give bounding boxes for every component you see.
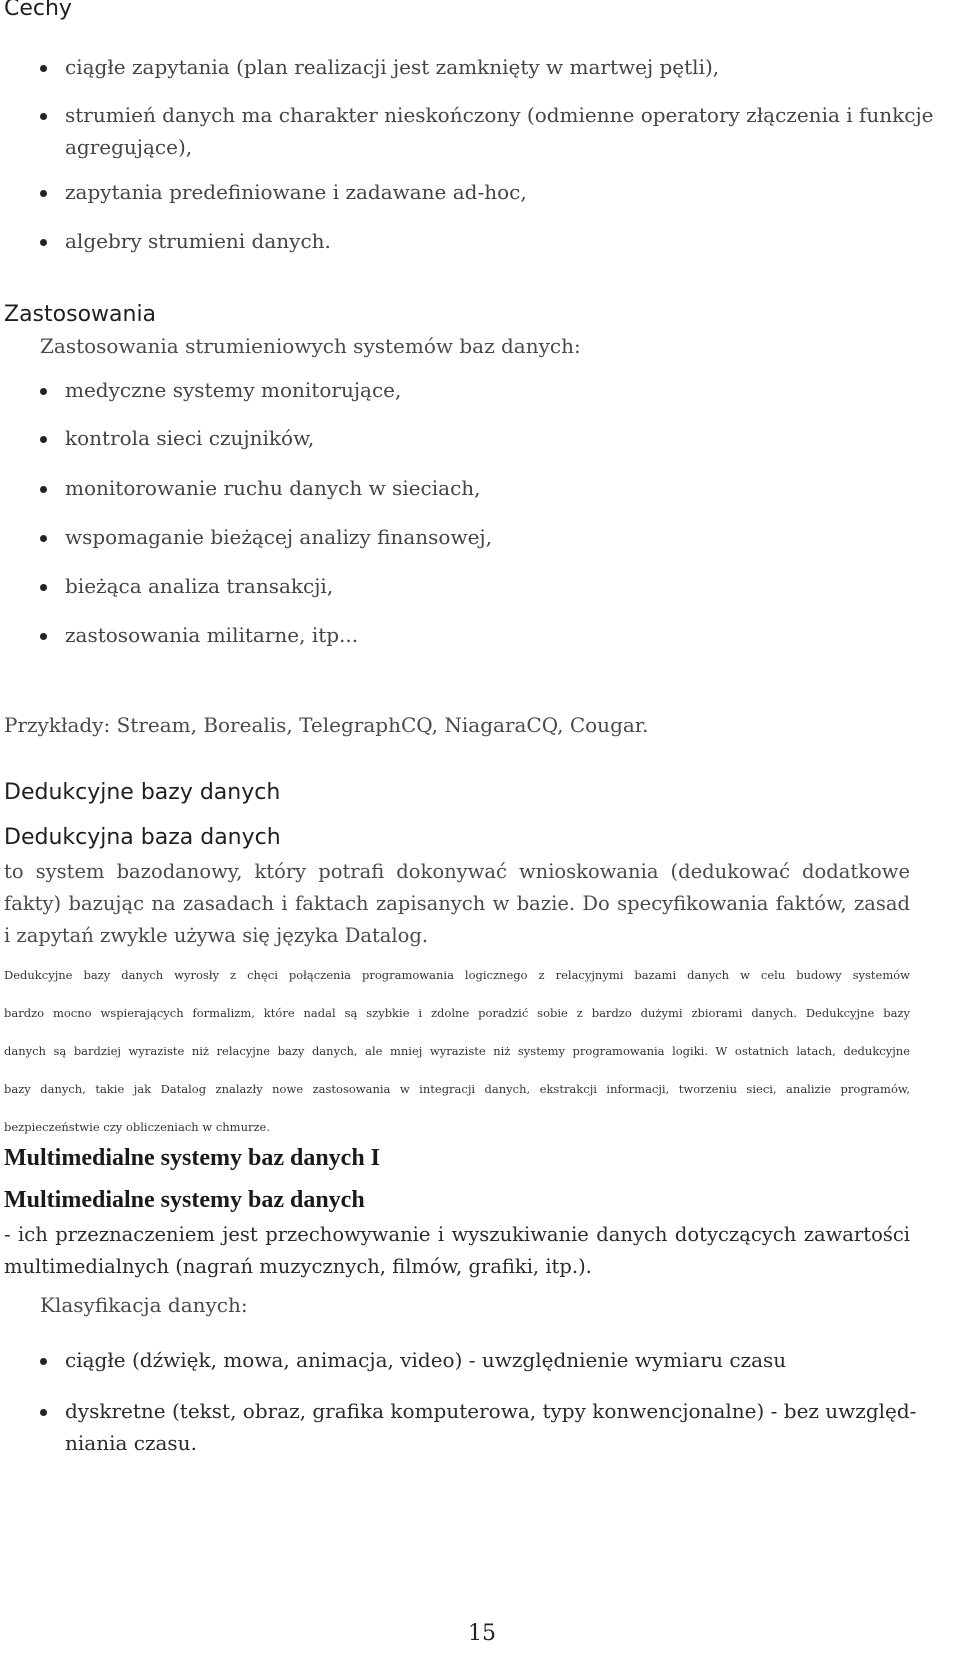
bullet-icon bbox=[40, 239, 47, 246]
multimedialne-definition: - ich przeznaczeniem jest przechowywanie i wyszukiwanie danych dotyczących zawartości multimedialnych (nagrań muzycznych, filmów, grafiki, itp.). bbox=[4, 1223, 910, 1278]
bullet-icon bbox=[40, 1409, 47, 1416]
bullet-icon bbox=[40, 1358, 47, 1365]
dedukcyjne-small-paragraph: Dedukcyjne bazy danych wyrosły z chęci połączenia programowania logicznego z relacyjnymi bazami danych w celu budowy systemów bardzo mocno wspierających formalizm, które nadal są szybkie i zdolne poradzić sobie z bardzo dużymi zbiorami danych. Dedukcyjne bazy danych są bardziej wyraziste niż relacyjne bazy danych, ale mniej wyraziste niż systemy programowania logiki. W ostatnich latach, dedukcyjne bazy danych, takie jak Datalog znalazły nowe zastosowania w integracji danych, ekstrakcji informacji, tworzeniu sieci, analizie programów, bezpieczeństwie czy obliczeniach w chmurze. bbox=[4, 968, 910, 1134]
subheading-multimedialne: Multimedialne systemy baz danych bbox=[4, 1187, 365, 1213]
heading-multimedialne: Multimedialne systemy baz danych I bbox=[4, 1145, 381, 1171]
subheading-dedukcyjna: Dedukcyjna baza danych bbox=[4, 825, 281, 850]
heading-zastosowania: Zastosowania bbox=[4, 302, 157, 327]
zastosowania-intro: Zastosowania strumieniowych systemów baz danych: bbox=[40, 334, 581, 358]
bullet-icon bbox=[40, 65, 47, 72]
page-number: 15 bbox=[468, 1621, 496, 1646]
classification-label: Klasyfikacja danych: bbox=[40, 1293, 248, 1317]
bullet-icon bbox=[40, 436, 47, 443]
bullet-icon bbox=[40, 190, 47, 197]
bullet-icon bbox=[40, 486, 47, 493]
zastosowania-examples: Przykłady: Stream, Borealis, TelegraphCQ, NiagaraCQ, Cougar. bbox=[4, 713, 649, 737]
bullet-icon bbox=[40, 584, 47, 591]
document-page: Cechy ciągłe zapytania (plan realizacji jest zamknięty w martwej pętli), strumień danych ma charakter nieskończony (odmienne operatory złączenia i funkcje agregujące), zapytania predefiniowane i zadawane ad-hoc, algebry strumieni danych. Zastosowania Zastosowania strumieniowych systemów baz danych: medyczne systemy monitorujące, kontrola sieci czujników, monitorowanie ruchu danych w sieciach, wspomaganie bieżącej analizy finansowej, bieżąca analiza transakcji, zastosowania militarne, itp... Przykłady: Stream, Borealis, TelegraphCQ, NiagaraCQ, Cougar. Dedukcyjne bazy danych Dedukcyjna baza danych to system bazodanowy, który potrafi dokonywać wnioskowania (dedukować dodatkowe fakty) bazując na zasadach i faktach zapisanych w bazie. Do specyfikowania faktów, zasad i zapytań zwykle używa się języka Datalog. Dedukcyjne bazy danych wyrosły z chęci połączenia programowania logicznego z relacyjnymi bazami danych w celu budowy systemów bardzo mocno wspierających formalizm, które nadal są szybkie i zdolne poradzić sobie z bardzo dużymi zbiorami danych. Dedukcyjne bazy danych są bardziej wyraziste niż relacyjne bazy danych, ale mniej wyraziste niż systemy programowania logiki. W ostatnich latach, dedukcyjne bazy danych, takie jak Datalog znalazły nowe zastosowania w integracji danych, ekstrakcji informacji, tworzeniu sieci, analizie programów, bezpieczeństwie czy obliczeniach w chmurze. Multimedialne systemy baz danych I Multimedialne systemy baz danych - ich przeznaczeniem jest przechowywanie i wyszukiwanie danych dotyczących zawartości multimedialnych (nagrań muzycznych, filmów, grafiki, itp.). Klasyfikacja danych: ciągłe (dźwięk, mowa, animacja, video) - uwzględnienie wymiaru czasu dyskretne (tekst, obraz, grafika komputerowa, typy konwencjonalne) - bez uwzględ- niania czasu. 15 bbox=[0, 0, 960, 1653]
bullet-icon bbox=[40, 113, 47, 120]
dedukcyjne-definition: to system bazodanowy, który potrafi dokonywać wnioskowania (dedukować dodatkowe fakty) bazując na zasadach i faktach zapisanych w bazie. Do specyfikowania faktów, zasad i zapytań zwykle używa się języka Datalog. bbox=[4, 860, 910, 947]
bullet-icon bbox=[40, 535, 47, 542]
bullet-icon bbox=[40, 633, 47, 640]
heading-cechy: Cechy bbox=[4, 0, 72, 21]
heading-dedukcyjne: Dedukcyjne bazy danych bbox=[4, 780, 281, 805]
bullet-icon bbox=[40, 388, 47, 395]
